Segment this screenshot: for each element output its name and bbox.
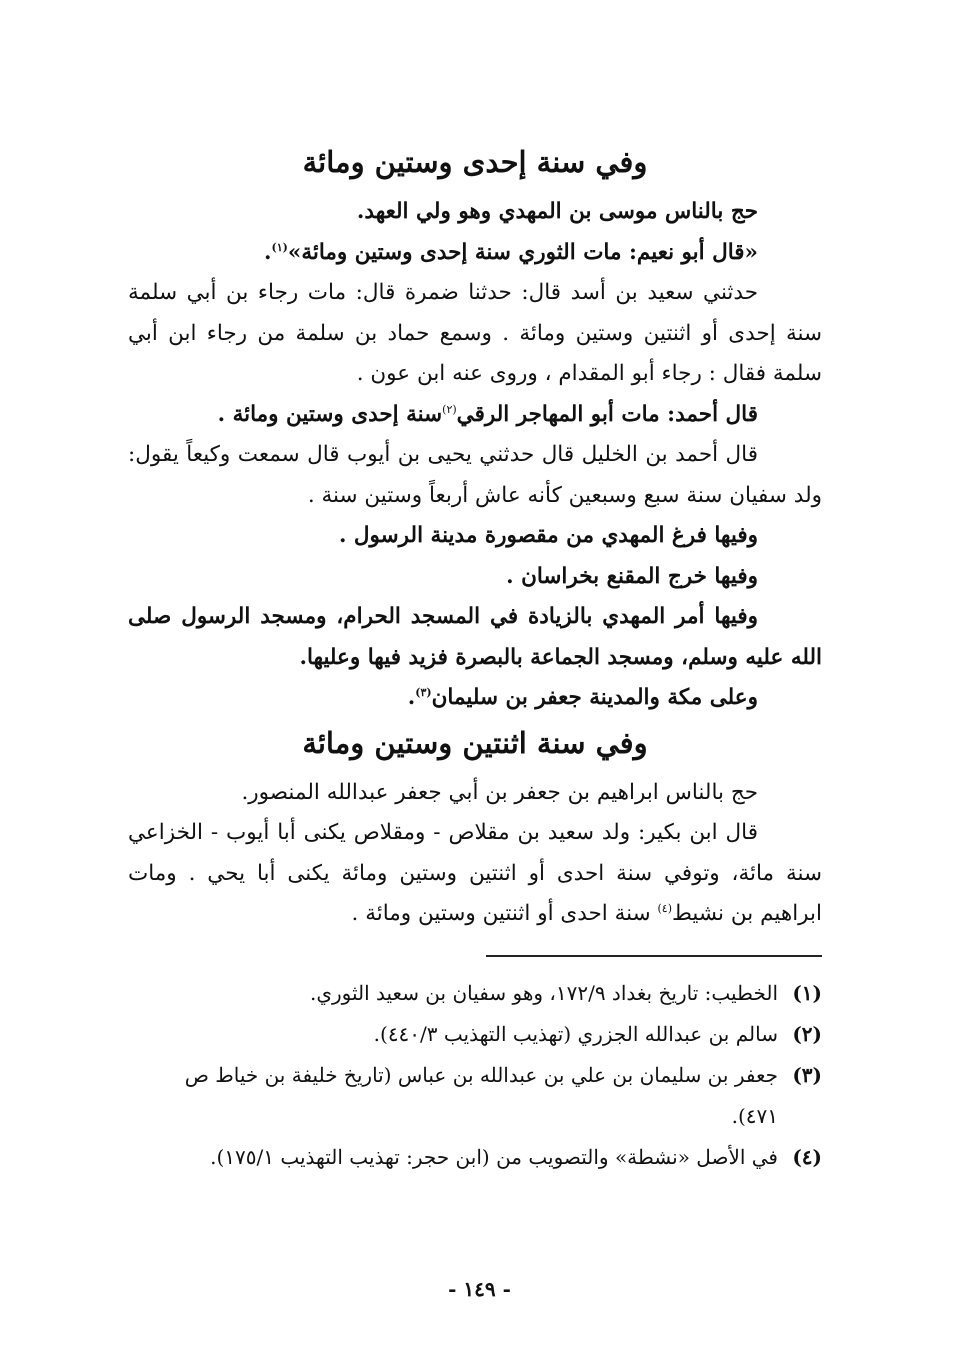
paragraph (128, 395, 822, 436)
paragraph: وفيها فرغ المهدي من مقصورة مدينة الرسول . (338, 523, 758, 548)
paragraph: وفيها أمر المهدي بالزيادة في المسجد الحرام، ومسجد الرسول صلى الله عليه وسلم، ومسجد الجماعة بالبصرة فزيد فيها وعليها. (128, 604, 822, 670)
footnote-number: (٤) (792, 1144, 822, 1169)
paragraph-text: سنة احدى أو اثنتين وستين ومائة . (351, 901, 651, 926)
section-year-162 (128, 721, 822, 935)
footnote-text: الخطيب: تاريخ بغداد ١٧٢/٩، وهو سفيان بن سعيد الثوري. (309, 980, 778, 1005)
footnote-divider (486, 955, 822, 957)
footnote-item (128, 973, 822, 1014)
punctuation: . (407, 685, 416, 710)
footnote-ref[interactable]: (٢) (442, 402, 457, 416)
section-heading: وفي سنة إحدى وستين ومائة (302, 145, 648, 179)
footnote-item (128, 1014, 822, 1055)
footnote-ref[interactable]: (١) (271, 240, 288, 254)
footnotes (128, 973, 822, 1178)
paragraph-text: قال أحمد: مات أبو المهاجر الرقي (456, 401, 758, 427)
paragraph-text: وعلى مكة والمدينة جعفر بن سليمان (431, 685, 758, 710)
paragraph: حج بالناس موسى بن المهدي وهو ولي العهد. (356, 199, 758, 224)
footnote-text: جعفر بن سليمان بن علي بن عبدالله بن عباس (تاريخ خليفة بن خياط ص ٤٧١). (184, 1062, 778, 1128)
section-heading: وفي سنة اثنتين وستين ومائة (302, 725, 648, 760)
paragraph (128, 813, 822, 935)
paragraph: وفيها خرج المقنع بخراسان . (506, 563, 758, 589)
footnote-number: (١) (792, 980, 822, 1005)
paragraph: حدثني سعيد بن أسد قال: حدثنا ضمرة قال: مات رجاء بن أبي سلمة سنة إحدى أو اثنتين وستين ومائة . وسمع حماد بن سلمة من رجاء ابن أبي سلمة فقال : رجاء أبو المقدام ، وروى عنه ابن عون . (128, 280, 822, 386)
footnote-ref[interactable]: (٤) (657, 901, 672, 915)
paragraph-text: قال ابن بكير: ولد سعيد بن مقلاص - ومقلاص يكنى أبا أيوب - الخزاعي سنة مائة، وتوفي سنة احدى أو اثنتين وستين ومائة يكنى أبا يحي . ومات ابراهيم بن نشيط (128, 820, 822, 926)
punctuation: . (264, 239, 272, 265)
footnote-text: سالم بن عبدالله الجزري (تهذيب التهذيب ٤٤٠/٣). (373, 1021, 778, 1046)
footnote-number: (٢) (792, 1021, 822, 1046)
quote-text: «قال أبو نعيم: مات الثوري سنة إحدى وستين ومائة» (287, 239, 758, 265)
page-content (128, 140, 822, 1178)
page-number: - ١٤٩ - (448, 1277, 511, 1301)
footnote-text: في الأصل «نشطة» والتصويب من (ابن حجر: تهذيب التهذيب ١٧٥/١). (210, 1144, 778, 1169)
footnote-number: (٣) (792, 1062, 822, 1087)
paragraph (128, 233, 822, 274)
paragraph (128, 678, 822, 719)
footnote-item (128, 1137, 822, 1178)
paragraph-text: سنة إحدى وستين ومائة . (217, 401, 443, 427)
section-year-161 (128, 140, 822, 719)
paragraph: قال أحمد بن الخليل قال حدثني يحيى بن أيوب قال سمعت وكيعاً يقول: ولد سفيان سنة سبع وسبعين كأنه عاش أربعاً وستين سنة . (128, 442, 822, 508)
footnote-item (128, 1055, 822, 1137)
paragraph: حج بالناس ابراهيم بن جعفر بن أبي جعفر عبدالله المنصور. (241, 779, 758, 805)
footnote-ref[interactable]: (٣) (415, 685, 432, 699)
